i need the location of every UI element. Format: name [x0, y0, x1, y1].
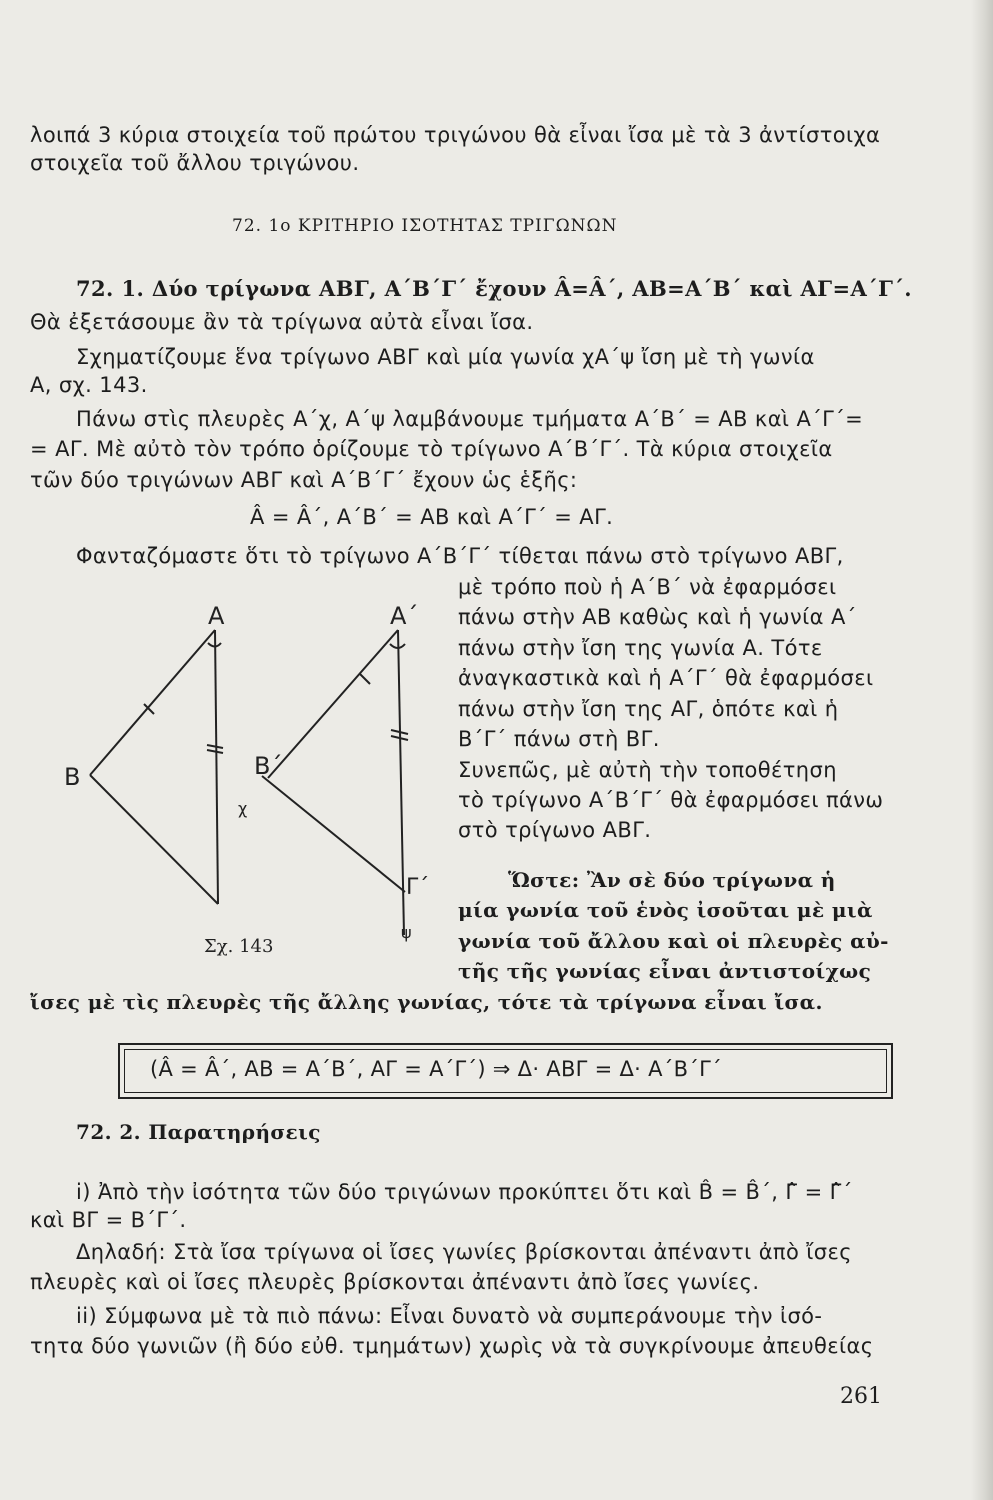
subsection-heading: 72. 1. Δύο τρίγωνα ΑΒΓ, Α΄Β΄Γ΄ ἔχουν Â=Â΄, ΑΒ=Α΄Β΄ καὶ ΑΓ=Α΄Γ΄.: [76, 276, 912, 301]
text-line: ἀναγκαστικὰ καὶ ἡ Α΄Γ΄ θὰ ἐφαρμόσει: [458, 666, 874, 690]
text-line: στὸ τρίγωνο ΑΒΓ.: [458, 818, 652, 842]
tick-mark: [360, 674, 370, 684]
text-line: πλευρὲς καὶ οἱ ἴσες πλευρὲς βρίσκονται ἀπέναντι ἀπὸ ἴσες γωνίες.: [30, 1270, 760, 1294]
text-line: τὸ τρίγωνο Α΄Β΄Γ΄ θὰ ἐφαρμόσει πάνω: [458, 788, 884, 812]
theorem-line: Ὥστε: Ἂν σὲ δύο τρίγωνα ἡ: [508, 868, 836, 892]
text-line: τητα δύο γωνιῶν (ἢ δύο εὐθ. τμημάτων) χωρὶς νὰ τὰ συγκρίνουμε ἀπευθείας: [30, 1334, 874, 1358]
tick-mark: [207, 745, 223, 748]
text-line: Συνεπῶς, μὲ αὐτὴ τὴν τοποθέτηση: [458, 758, 837, 782]
side-bg: [90, 775, 218, 904]
text-line: Θὰ ἐξετάσουμε ἂν τὰ τρίγωνα αὐτὰ εἶναι ἴσα.: [30, 310, 534, 334]
text-line: μὲ τρόπο ποὺ ἡ Α΄Β΄ νὰ ἐφαρμόσει: [458, 575, 837, 599]
subsection-heading: 72. 2. Παρατηρήσεις: [76, 1120, 321, 1144]
label-a-prime: Α΄: [390, 602, 419, 630]
page-edge: [971, 0, 993, 1500]
label-a: Α: [208, 602, 225, 630]
label-b-prime: Β΄: [254, 752, 283, 780]
text-line: στοιχεῖα τοῦ ἄλλου τριγώνου.: [30, 151, 360, 175]
text-line: λοιπά 3 κύρια στοιχεία τοῦ πρώτου τριγώνου θὰ εἶναι ἴσα μὲ τὰ 3 ἀντίστοιχα: [30, 123, 881, 147]
formula-box: [118, 1043, 893, 1099]
equation-line: Â = Â΄, Α΄Β΄ = ΑΒ καὶ Α΄Γ΄ = ΑΓ.: [250, 505, 614, 529]
text-line: i) Ἀπὸ τὴν ἰσότητα τῶν δύο τριγώνων προκύπτει ὅτι καὶ B̂ = B̂΄, Γ̂ = Γ̂΄: [76, 1180, 853, 1204]
label-g-prime: Γ΄: [406, 875, 430, 900]
text-line: Φανταζόμαστε ὅτι τὸ τρίγωνο Α΄Β΄Γ΄ τίθεται πάνω στὸ τρίγωνο ΑΒΓ,: [76, 544, 844, 568]
side-ag: [215, 630, 218, 904]
text-line: Β΄Γ΄ πάνω στὴ ΒΓ.: [458, 727, 660, 751]
tick-mark: [207, 750, 223, 753]
text-line: πάνω στὴν ἴση της γωνία Α. Τότε: [458, 636, 823, 660]
label-x: χ: [238, 799, 248, 818]
formula-text: (Â = Â΄, ΑΒ = Α΄Β΄, ΑΓ = Α΄Γ΄) ⇒ Δ· ΑΒΓ = Δ· Α΄Β΄Γ΄: [150, 1057, 722, 1081]
text-line: τῶν δύο τριγώνων ΑΒΓ καὶ Α΄Β΄Γ΄ ἔχουν ὡς ἑξῆς:: [30, 468, 578, 492]
text-line: Δηλαδή: Στὰ ἴσα τρίγωνα οἱ ἴσες γωνίες βρίσκονται ἀπέναντι ἀπὸ ἴσες: [76, 1240, 852, 1264]
text-line: Πάνω στὶς πλευρὲς Α΄χ, Α΄ψ λαμβάνουμε τμήματα Α΄Β΄ = ΑΒ καὶ Α΄Γ΄=: [76, 407, 864, 431]
text-line: Σχηματίζουμε ἕνα τρίγωνο ΑΒΓ καὶ μία γωνία χΑ΄ψ ἴση μὲ τὴ γωνία: [76, 345, 815, 369]
figure-143: [50, 600, 450, 970]
theorem-line: ἴσες μὲ τὶς πλευρὲς τῆς ἄλλης γωνίας, τότε τὰ τρίγωνα εἶναι ἴσα.: [30, 990, 823, 1014]
text-line: πάνω στὴν ἴση της ΑΓ, ὁπότε καὶ ἡ: [458, 697, 839, 721]
side-b2g2: [262, 776, 405, 892]
section-title: 72. 1ο ΚΡΙΤΗΡΙΟ ΙΣΟΤΗΤΑΣ ΤΡΙΓΩΝΩΝ: [232, 216, 618, 236]
theorem-line: μία γωνία τοῦ ἑνὸς ἰσοῦται μὲ μιὰ: [458, 898, 873, 922]
side-ab: [90, 630, 215, 775]
label-b: Β: [64, 763, 81, 791]
theorem-line: τῆς τῆς γωνίας εἶναι ἀντιστοίχως: [458, 959, 872, 983]
theorem-line: γωνία τοῦ ἄλλου καὶ οἱ πλευρὲς αὐ-: [458, 929, 889, 953]
page-number: 261: [840, 1384, 882, 1409]
text-line: καὶ ΒΓ = Β΄Γ΄.: [30, 1208, 187, 1232]
text-line: ii) Σύμφωνα μὲ τὰ πιὸ πάνω: Εἶναι δυνατὸ νὰ συμπεράνουμε τὴν ἰσό-: [76, 1304, 823, 1328]
label-psi: ψ: [401, 923, 412, 942]
text-line: = ΑΓ. Μὲ αὐτὸ τὸν τρόπο ὁρίζουμε τὸ τρίγωνο Α΄Β΄Γ΄. Τὰ κύρια στοιχεῖα: [30, 437, 833, 461]
text-line: Α, σχ. 143.: [30, 373, 148, 397]
figure-caption: Σχ. 143: [204, 936, 274, 957]
text-line: πάνω στὴν ΑΒ καθὼς καὶ ἡ γωνία Α΄: [458, 605, 857, 629]
ray-a2x: [268, 630, 398, 778]
